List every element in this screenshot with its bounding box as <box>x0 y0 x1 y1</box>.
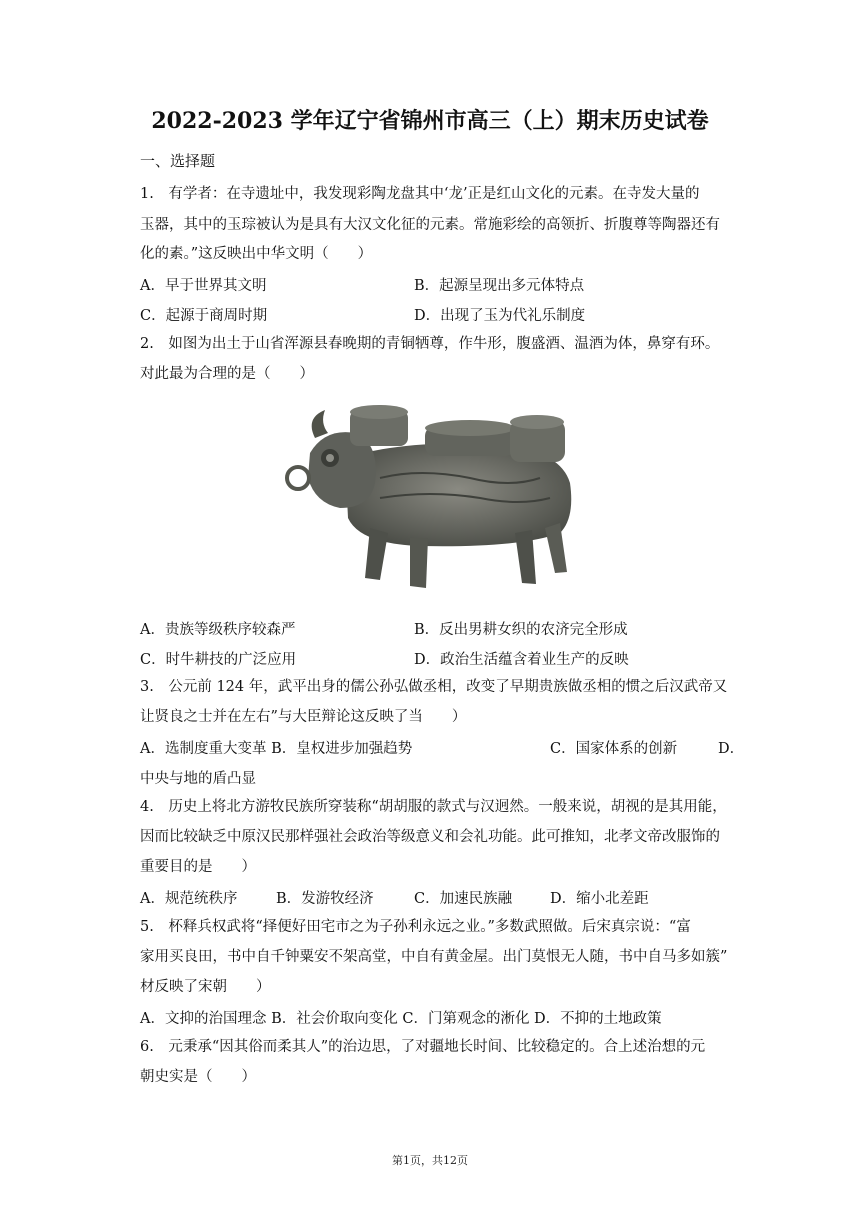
q1-option-b: B．起源呈现出多元体特点 <box>414 278 585 294</box>
q4-option-b: B．发游牧经济 <box>276 891 374 907</box>
q5-line-2: 家用买良田，书中自千钟粟安不架高堂，中自有黄金屋。出门莫恨无人随，书中自马多如簇” <box>140 949 728 965</box>
page-footer: 第1页，共12页 <box>392 1154 468 1167</box>
q2-option-d: D．政治生活蕴含着业生产的反映 <box>414 652 629 668</box>
q4-option-a: A．规范统秩序 <box>140 891 238 907</box>
q3-line-1: 3. 公元前 124 年，武平出身的儒公孙弘做丞相，改变了早期贵族做丞相的惯之后汉武帝又 <box>140 679 728 695</box>
q2-line-1: 2. 如图为出土于山省浑源县春晚期的青铜牺尊，作牛形，腹盛酒、温酒为体，鼻穿有环。 <box>140 336 720 352</box>
page-title: 2022-2023 学年辽宁省锦州市高三（上）期末历史试卷 <box>151 108 709 134</box>
q4-option-c: C．加速民族融 <box>414 891 513 907</box>
q4-line-1: 4. 历史上将北方游牧民族所穿装称“胡胡服的款式与汉迥然。一般来说，胡视的是其用能， <box>140 799 727 815</box>
q1-line-3: 化的素。”这反映出中华文明（ ） <box>140 246 373 262</box>
q2-option-b: B．反出男耕女织的农济完全形成 <box>414 622 628 638</box>
section-heading: 一、选择题 <box>140 152 216 170</box>
q5-line-1: 5. 杯释兵权武将“择便好田宅市之为子孙利永远之业。”多数武照做。后宋真宗说：“富 <box>140 919 691 935</box>
q3-option-c: C．国家体系的创新 <box>550 741 678 757</box>
q4-line-2: 因而比较缺乏中原汉民那样强社会政治等级意义和会礼功能。此可推知，北孝文帝改服饰的 <box>140 829 720 845</box>
q3-option-d-label: D． <box>718 741 745 757</box>
q2-line-2: 对此最为合理的是（ ） <box>140 366 314 382</box>
q4-option-d: D．缩小北差距 <box>550 891 649 907</box>
q1-option-c: C．起源于商周时期 <box>140 308 268 324</box>
q1-option-d: D．出现了玉为代礼乐制度 <box>414 308 586 324</box>
q3-option-d: 中央与地的盾凸显 <box>140 771 256 787</box>
q2-option-a: A．贵族等级秩序较森严 <box>140 622 296 638</box>
q2-option-c: C．时牛耕技的广泛应用 <box>140 652 297 668</box>
q3-option-ab: A．选制度重大变革 B．皇权进步加强趋势 <box>140 741 413 757</box>
q6-line-2: 朝史实是（ ） <box>140 1069 256 1085</box>
q3-line-2: 让贤良之士并在左右”与大臣辩论这反映了当 ） <box>140 709 467 725</box>
bronze-ox-zun-image <box>270 398 600 593</box>
q4-line-3: 重要目的是 ） <box>140 859 256 875</box>
q6-line-1: 6. 元秉承“因其俗而柔其人”的治边思，了对疆地长时间、比较稳定的。合上述治想的元 <box>140 1039 706 1055</box>
q1-line-1: 1. 有学者：在寺遗址中，我发现彩陶龙盘其中‘龙’正是红山文化的元素。在寺发大量的 <box>140 186 700 202</box>
q5-options: A．文抑的治国理念 B．社会价取向变化 C．门第观念的淅化 D．不抑的土地政策 <box>140 1011 662 1027</box>
q1-option-a: A．早于世界其文明 <box>140 278 267 294</box>
q5-line-3: 材反映了宋朝 ） <box>140 979 271 995</box>
q1-line-2: 玉器，其中的玉琮被认为是具有大汉文化征的元素。常施彩绘的高领折、折腹尊等陶器还有 <box>140 217 720 233</box>
